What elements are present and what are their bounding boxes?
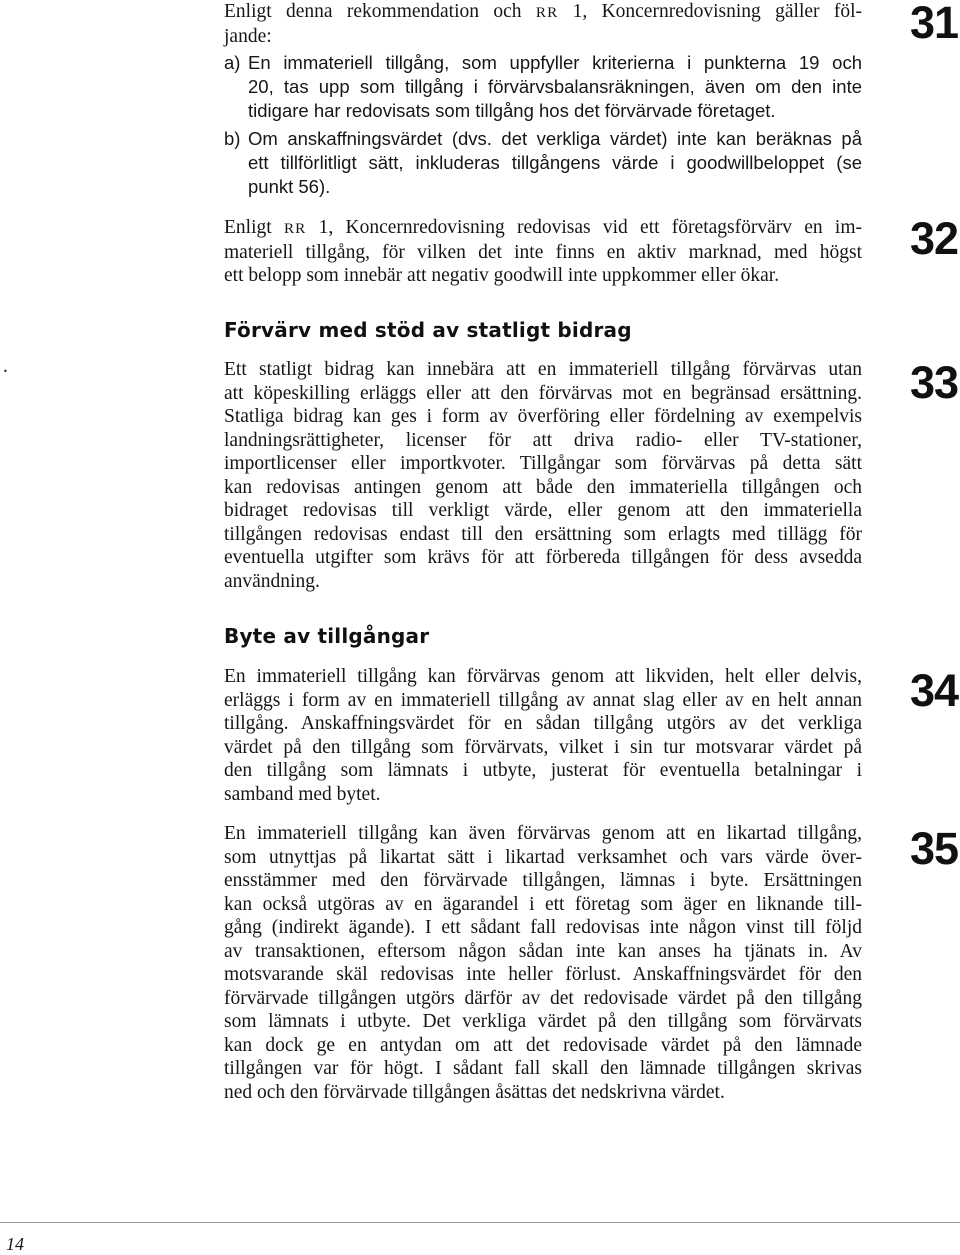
text-segment: 1, Koncernredovisning redovisas vid ett företagsförvärv en im- — [306, 217, 862, 238]
text-segment: 1, Koncernredovisning gäller föl- — [558, 1, 862, 22]
list-item-a — [224, 51, 862, 123]
text-line: erläggs i form av en immateriell tillgång av annat slag eller av en helt annan — [224, 689, 862, 711]
paragraph-32 — [224, 216, 862, 288]
margin-number-32: 32 — [909, 213, 958, 264]
margin-number-33: 33 — [909, 357, 958, 408]
text-line: kan redovisas antingen genom att både den immateriella tillgången och — [224, 476, 862, 498]
text-line: En immateriell tillgång, som uppfyller kriterierna i punkterna 19 och — [248, 52, 862, 73]
line-group — [224, 241, 862, 288]
section-heading-exchange: Byte av tillgångar — [224, 624, 430, 648]
paragraph-33 — [224, 358, 862, 593]
text-line: tillgången var för högt. I sådant fall skall den lämnade tillgången skrivas — [224, 1058, 862, 1079]
abbreviation-rr: RR — [535, 4, 559, 21]
text-line: ett tillförlitligt sätt, inkluderas tillgångens värde i goodwillbeloppet (se — [248, 152, 862, 173]
text-line: kan dock ge en antydan om att det redovisade värdet på den lämnade — [224, 1034, 862, 1056]
text-line: förvärvade tillgången utgörs därför av det redovisade värdet på den tillgång — [224, 987, 862, 1009]
text-line: bidraget redovisas till verkligt värde, eller genom att den immateriella — [224, 500, 862, 521]
text-segment: Enligt denna rekommendation och — [224, 1, 536, 22]
text-line: 20, tas upp som tillgång i förvärvsbalansräkningen, även om den inte — [248, 76, 862, 97]
margin-number-35: 35 — [909, 823, 958, 874]
paragraph-31-intro — [224, 0, 862, 49]
text-line: En immateriell tillgång kan även förvärvas genom att en likartad tillgång, — [224, 823, 862, 844]
text-line: materiell tillgång, för vilken det inte finns en aktiv marknad, med högst — [224, 241, 862, 263]
stray-mark: . — [3, 356, 8, 377]
line-group — [224, 25, 862, 49]
text-line: En immateriell tillgång kan förvärvas genom att likviden, helt eller delvis, — [224, 666, 862, 687]
text-line: som lämnats i utbyte. Det verkliga värdet på den tillgång som förvärvats — [224, 1011, 862, 1032]
page-number: 14 — [6, 1234, 24, 1254]
text-line: tidigare har redovisats som tillgång hos det förvärvade företaget. — [248, 100, 776, 121]
text-line: Om anskaffningsvärdet (dvs. det verkliga värdet) inte kan beräknas på — [248, 128, 862, 149]
list-item-text — [248, 51, 862, 123]
list-marker: b) — [224, 128, 241, 149]
text-line: jande: — [224, 26, 272, 47]
margin-number-31: 31 — [909, 0, 958, 48]
footer-rule — [0, 1222, 960, 1223]
paragraph-35 — [224, 822, 862, 1104]
list-marker: a) — [224, 52, 241, 73]
text-line: ned och den förvärvade tillgången åsättas det nedskrivna värdet. — [224, 1081, 725, 1103]
text-line: tillgång. Anskaffningsvärdet för en sådan tillgång utgörs av det verkliga — [224, 713, 862, 734]
text-line: gång (indirekt ägande). I ett sådant fall redovisas inte någon vinst till följd — [224, 917, 862, 938]
margin-number-34: 34 — [909, 665, 958, 716]
text-segment: Enligt — [224, 217, 284, 238]
section-heading-government-grant: Förvärv med stöd av statligt bidrag — [224, 318, 632, 342]
text-line: ett belopp som innebär att negativ goodwill inte uppkommer eller ökar. — [224, 265, 780, 286]
text-line: ensstämmer med den förvärvade tillgången, lämnas i byte. Ersättningen — [224, 870, 862, 891]
abbreviation-rr: RR — [283, 220, 307, 237]
text-line: som utnyttjas på likartat sätt i likartad verksamhet och vars värde över- — [224, 846, 862, 868]
text-line: kan också utgöras av en ägarandel i ett företag som äger en liknande till- — [224, 893, 862, 915]
text-line — [224, 0, 862, 25]
text-line: av transaktionen, eftersom någon sådan inte kan anses ha tjänats in. Av — [224, 940, 862, 962]
text-line: samband med bytet. — [224, 783, 381, 805]
text-line: användning. — [224, 570, 320, 592]
text-line: punkt 56). — [248, 176, 331, 197]
text-line: den tillgång som lämnats i utbyte, justerat för eventuella betalningar i — [224, 760, 862, 781]
text-line: importlicenser eller importkvoter. Tillgångar som förvärvas på detta sätt — [224, 453, 862, 474]
text-line: landningsrättigheter, licenser för att driva radio- eller TV-stationer, — [224, 429, 862, 451]
paragraph-34 — [224, 665, 862, 806]
text-line: tillgången redovisas endast till den ersättning som erlagts med tillägg för — [224, 523, 862, 545]
text-line: att köpeskilling erläggs eller att den förvärvas mot en begränsad ersättning. — [224, 382, 862, 404]
text-line: Ett statligt bidrag kan innebära att en immateriell tillgång förvärvas utan — [224, 359, 862, 380]
text-line: Statliga bidrag kan ges i form av överföring eller fördelning av exempelvis — [224, 406, 862, 427]
text-line — [224, 216, 862, 241]
list-item-text — [248, 127, 862, 199]
text-line: värdet på den tillgång som förvärvats, vilket i sin tur motsvarar värdet på — [224, 736, 862, 758]
list-item-b — [224, 127, 862, 199]
text-line: motsvarande skäl redovisas inte heller förlust. Anskaffningsvärdet för den — [224, 964, 862, 985]
text-line: eventuella utgifter som krävs för att förbereda tillgången för dess avsedda — [224, 547, 862, 568]
